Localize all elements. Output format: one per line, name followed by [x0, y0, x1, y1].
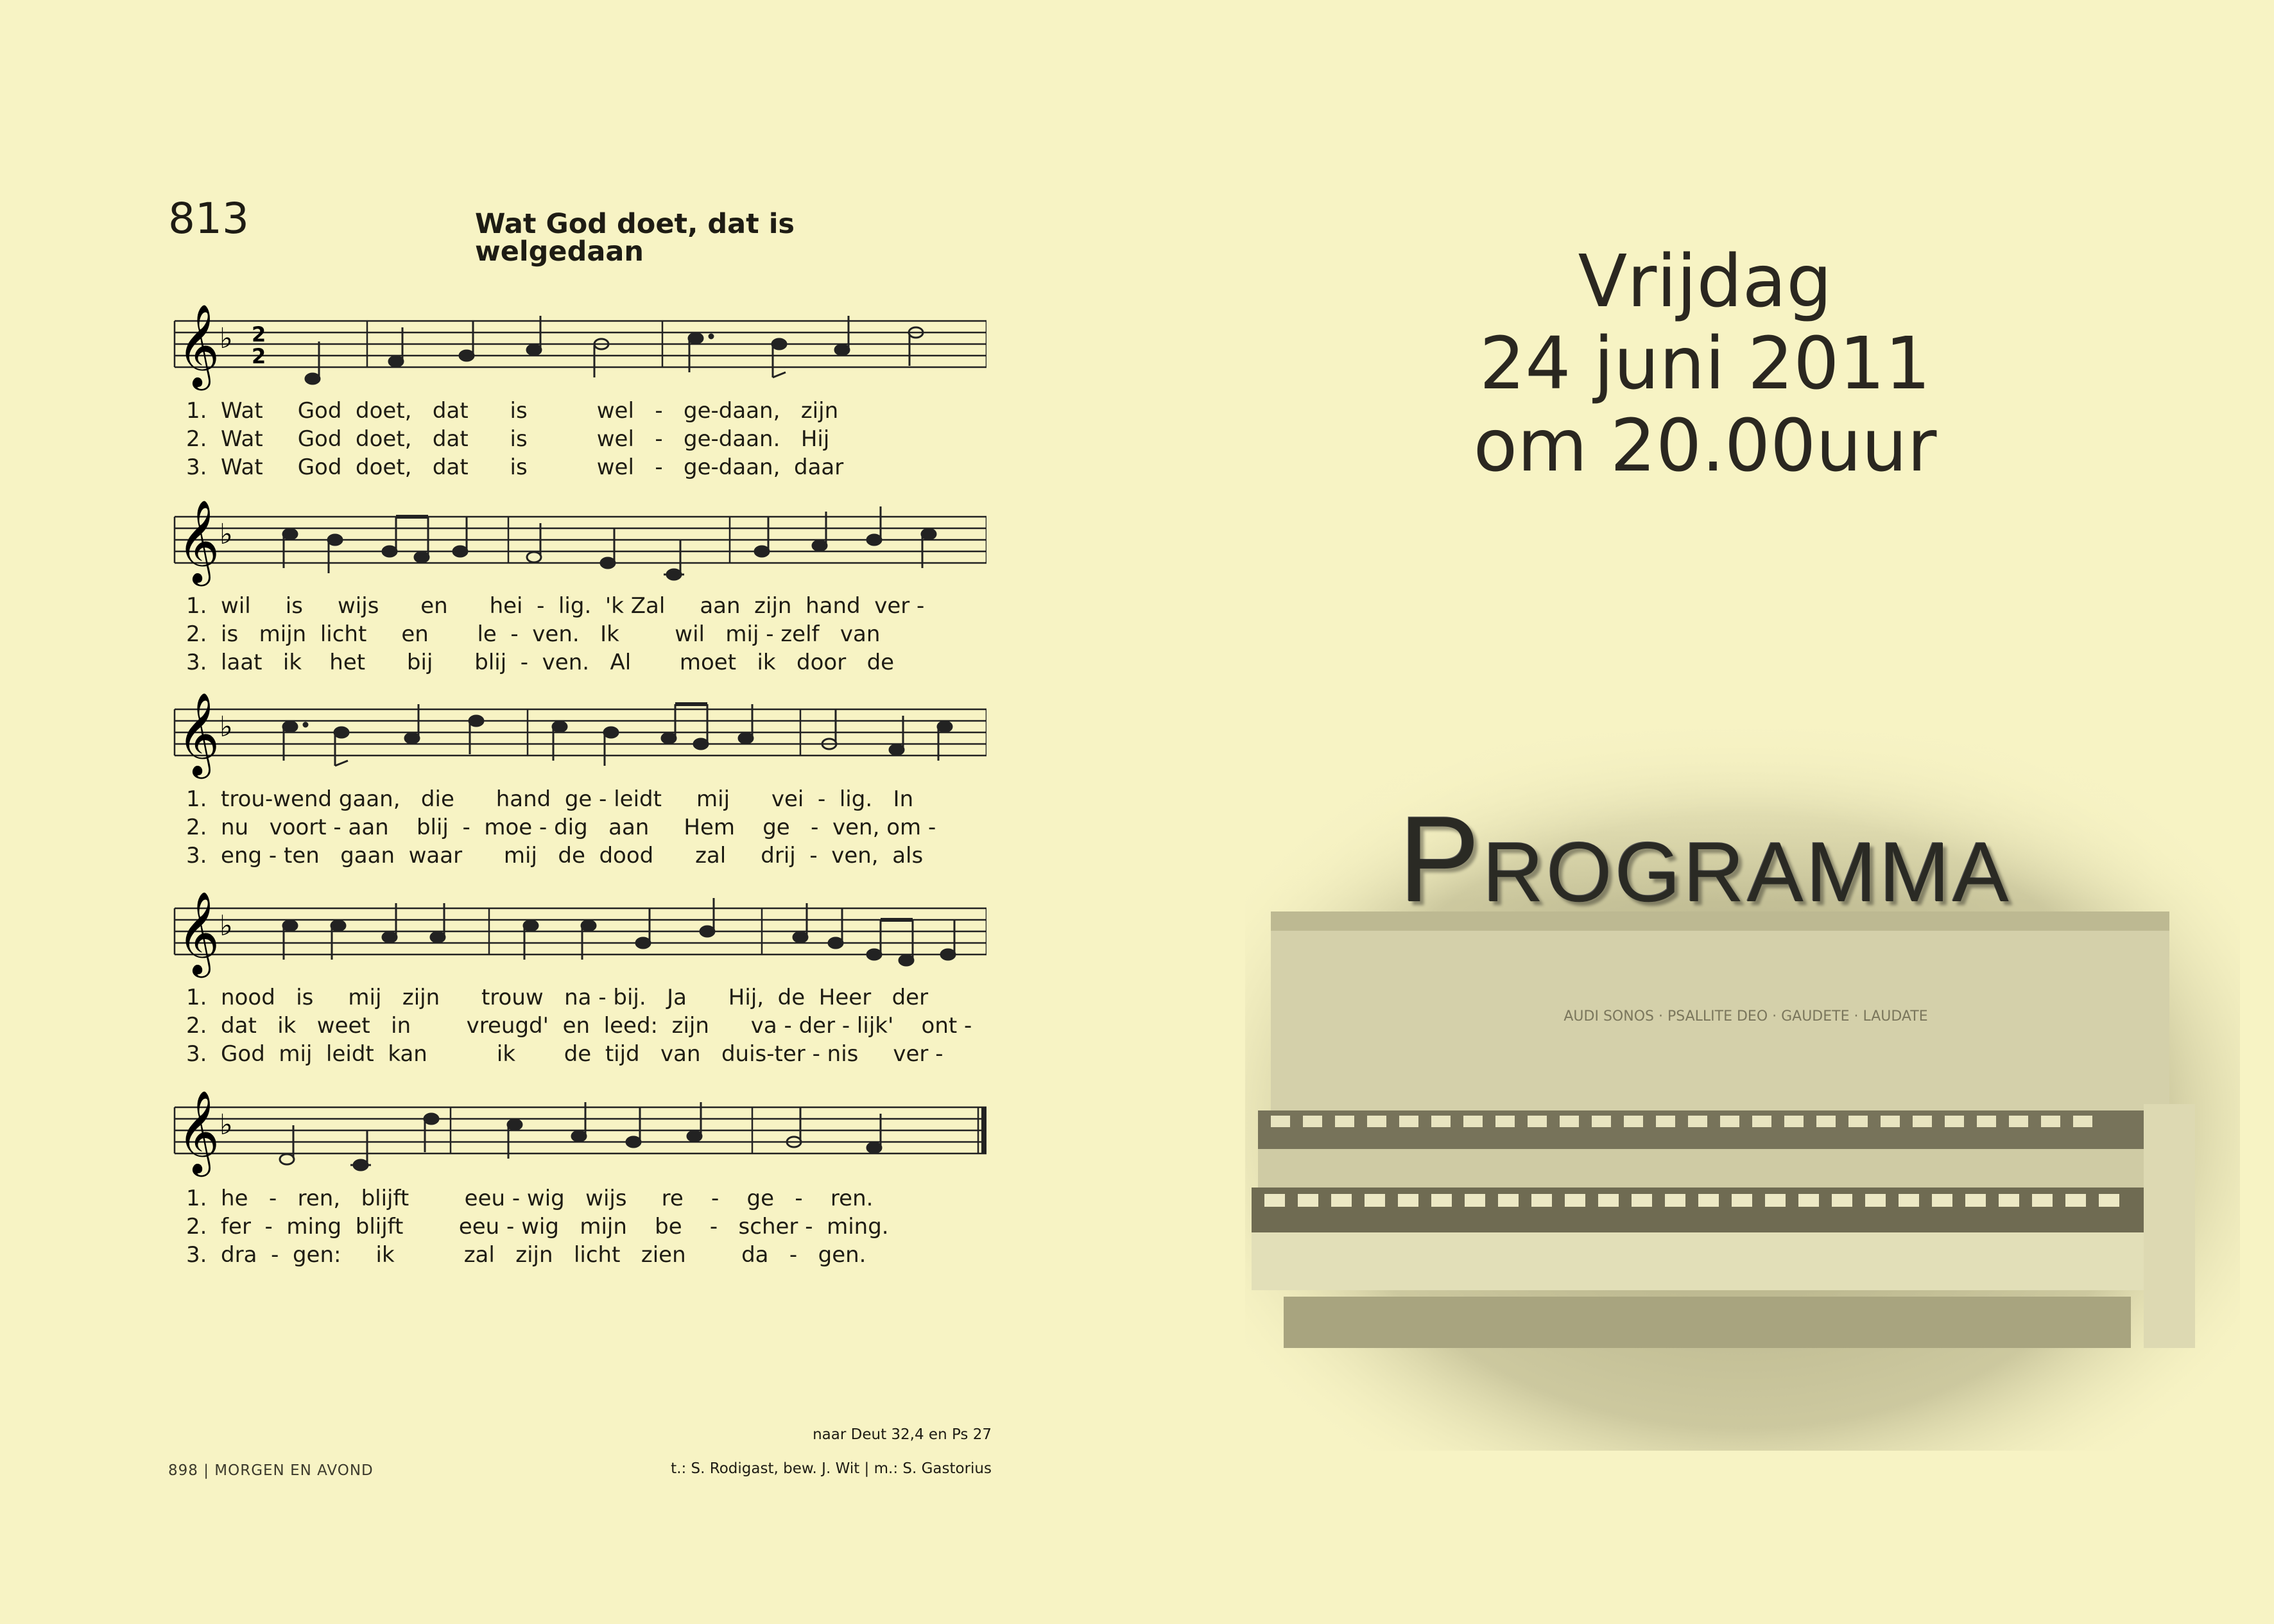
svg-text:AUDI SONOS · PSALLITE DEO · GA: AUDI SONOS · PSALLITE DEO · GAUDETE · LAUDATE	[1563, 1008, 1928, 1024]
page-footer: 898 | MORGEN EN AVOND	[168, 1462, 374, 1479]
programma-heading	[1136, 790, 2274, 929]
lyric-line: 1. trou-wend gaan, die hand ge - leidt mij vei - lig. In	[186, 786, 914, 812]
cover-page	[1136, 0, 2274, 1624]
lyric-line: 3. laat ik het bij blij - ven. Al moet ik door de	[186, 650, 895, 675]
lyric-line: 2. nu voort - aan blij - moe - dig aan Hem ge - ven, om -	[186, 815, 936, 840]
hymn-number: 813	[168, 194, 249, 243]
lyric-line: 3. eng - ten gaan waar mij de dood zal drij - ven, als	[186, 843, 924, 868]
svg-text:2: 2	[252, 322, 266, 347]
lyric-line: 2. dat ik weet in vreugd' en leed: zijn va - der - lijk' ont -	[186, 1013, 972, 1039]
svg-text:♭: ♭	[220, 711, 233, 743]
lyric-line: 2. is mijn licht en le - ven. Ik wil mij - zelf van	[186, 621, 881, 647]
lyric-line: 1. he - ren, blijft eeu - wig wijs re - ge - ren.	[186, 1186, 874, 1211]
music-staff-3	[168, 690, 986, 786]
svg-text:♭: ♭	[220, 910, 233, 942]
svg-text:𝄞: 𝄞	[177, 692, 220, 775]
scripture-reference: naar Deut 32,4 en Ps 27	[813, 1426, 992, 1443]
svg-text:♭: ♭	[220, 518, 233, 551]
lyric-line: 1. Wat God doet, dat is wel - ge-daan, zijn	[186, 398, 839, 424]
concert-date	[1136, 241, 2274, 487]
music-staff-4	[168, 889, 986, 985]
lyric-line: 2. fer - ming blijft eeu - wig mijn be - scher - ming.	[186, 1214, 889, 1240]
svg-text:2: 2	[252, 344, 266, 368]
svg-text:♭: ♭	[220, 1109, 233, 1141]
lyric-line: 2. Wat God doet, dat is wel - ge-daan. Hij	[186, 426, 830, 452]
date-line-day: Vrijdag	[1578, 240, 1832, 324]
svg-text:𝄞: 𝄞	[177, 1090, 220, 1173]
svg-text:𝄞: 𝄞	[177, 499, 220, 583]
lyric-line: 1. wil is wijs en hei - lig. 'k Zal aan zijn hand ver -	[186, 593, 925, 619]
programma-rest: ROGRAMMA	[1482, 825, 2011, 919]
svg-text:♭: ♭	[220, 322, 233, 355]
svg-text:𝄞: 𝄞	[177, 304, 220, 387]
lyric-line: 3. Wat God doet, dat is wel - ge-daan, daar	[186, 454, 844, 480]
lyrics-block-1	[186, 397, 995, 481]
lyric-line: 3. God mij leidt kan ik de tijd van duis-ter - nis ver -	[186, 1041, 943, 1067]
lyrics-block-2	[186, 592, 995, 677]
music-staff-1	[168, 302, 986, 398]
music-staff-2	[168, 497, 986, 594]
programma-initial: P	[1399, 791, 1483, 928]
date-line-time: om 20.00uur	[1473, 404, 1937, 488]
lyric-line: 3. dra - gen: ik zal zijn licht zien da - gen.	[186, 1242, 866, 1268]
lyrics-block-4	[186, 983, 995, 1068]
lyrics-block-3	[186, 785, 995, 870]
hymn-title: Wat God doet, dat is welgedaan	[475, 208, 795, 268]
svg-text:𝄞: 𝄞	[177, 891, 220, 974]
hymn-credits: t.: S. Rodigast, bew. J. Wit | m.: S. Gastorius	[671, 1460, 992, 1477]
lyric-line: 1. nood is mij zijn trouw na - bij. Ja Hij, de Heer der	[186, 985, 929, 1010]
date-line-date: 24 juni 2011	[1479, 322, 1931, 406]
lyrics-block-5	[186, 1184, 995, 1269]
hymn-page	[0, 0, 1136, 1624]
music-staff-5	[168, 1088, 986, 1184]
